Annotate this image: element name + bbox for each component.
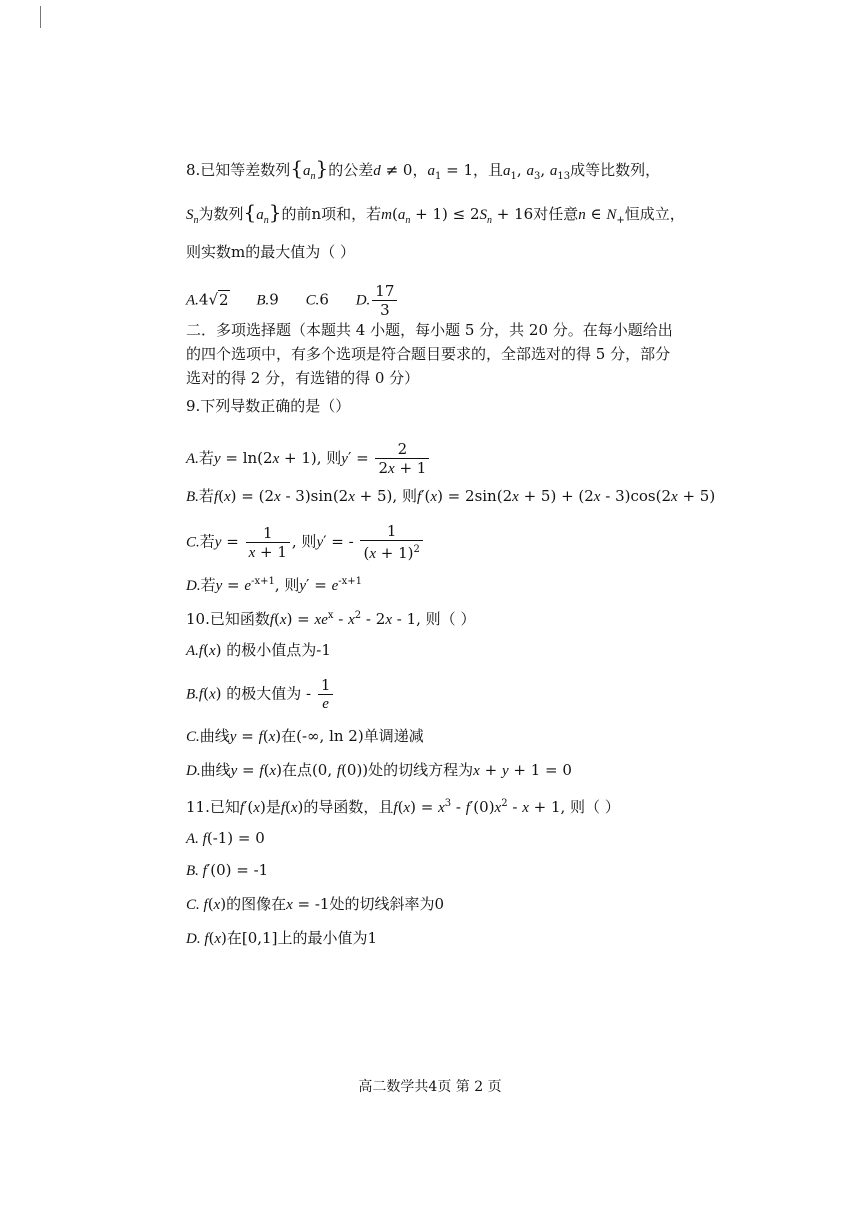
scan-margin-mark <box>40 6 41 28</box>
q8-geo-condition: 成等比数列， <box>570 161 661 179</box>
q11-option-d: D. f(x)在[0,1]上的最小值为1 <box>186 929 377 947</box>
q8-prefix: 8.已知等差数列 <box>186 161 291 179</box>
q8-option-b: B. <box>256 292 270 309</box>
q8-line-1: 8.已知等差数列$\{a_n\}$的公差d ≠ 0，$a_1 = 1$，且$a_1$, $a_3$, $a_{13}$成等比数列， <box>186 156 661 182</box>
q9-stem: 9.下列导数正确的是（） <box>186 397 351 415</box>
section2-line-1: 二．多项选择题（本题共 4 小题，每小题 5 分，共 20 分。在每小题给出 <box>186 321 673 339</box>
q11-option-a: A. f(-1) = 0 <box>186 829 265 847</box>
q10-option-b: B.f(x) 的极大值为 - $\frac{1}{e}$ <box>186 676 335 713</box>
q8-common-diff: 的公差 <box>328 161 374 179</box>
q9-option-c: C.若y = $\frac{1}{x + 1}$ , 则y′ = - $\frac{1}{(x + 1)^2}$ <box>186 522 425 563</box>
q10-option-d: D.曲线y = f(x)在点(0, f(0))处的切线方程为x + y + 1 = 0 <box>186 761 572 779</box>
q8-option-d: D. <box>355 292 371 309</box>
q11-option-b: B. f′(0) = -1 <box>186 861 269 879</box>
section2-line-3: 选对的得 2 分，有选错的得 0 分） <box>186 369 420 387</box>
q9-option-b: B.若f(x) = (2x - 3)sin(2x + 5), 则f′(x) = 2sin(2x + 5) + (2x - 3)cos(2x + 5) <box>186 487 716 505</box>
q10-stem: 10.已知函数$f(x) = xe^x - x^2 - 2x - 1$, 则（ ） <box>186 610 476 628</box>
q8-option-c: C. <box>305 292 320 309</box>
section2-line-2: 的四个选项中，有多个选项是符合题目要求的，全部选对的得 5 分，部分 <box>186 345 671 363</box>
q9-option-d: D.若$y = e^{-x+1}$, 则$y' = e^{-x+1}$ <box>186 576 362 594</box>
q11-stem: 11.已知f′(x)是f(x)的导函数，且$f(x) = x^3 - f'(0)x^2 - x + 1$, 则（ ） <box>186 798 620 816</box>
q9-option-a: A.若y = ln(2x + 1), 则y′ = $\frac{2}{2x + 1}$ <box>186 440 431 478</box>
q10-option-c: C.曲线y = f(x)在(-∞, ln 2)单调递减 <box>186 727 424 745</box>
q8-question: 则实数m的最大值为（ ） <box>186 243 355 261</box>
page-footer: 高二数学共4页 第 2 页 <box>358 1079 502 1095</box>
q10-option-a: A.f(x) 的极小值点为-1 <box>186 641 331 659</box>
q8-option-a: A. <box>186 292 199 309</box>
q11-option-c: C. f(x)的图像在x = -1处的切线斜率为0 <box>186 895 445 913</box>
q8-options: A.4√2 B.9 C.6 D. $\frac{17}{3}$ <box>186 282 399 319</box>
q8-line-2: $S_n$为数列$\{a_n\}$的前n项和，若$m(a_n + 1) \le 2S_n + 16$对任意n ∈ $N_+$恒成立， <box>186 200 685 226</box>
